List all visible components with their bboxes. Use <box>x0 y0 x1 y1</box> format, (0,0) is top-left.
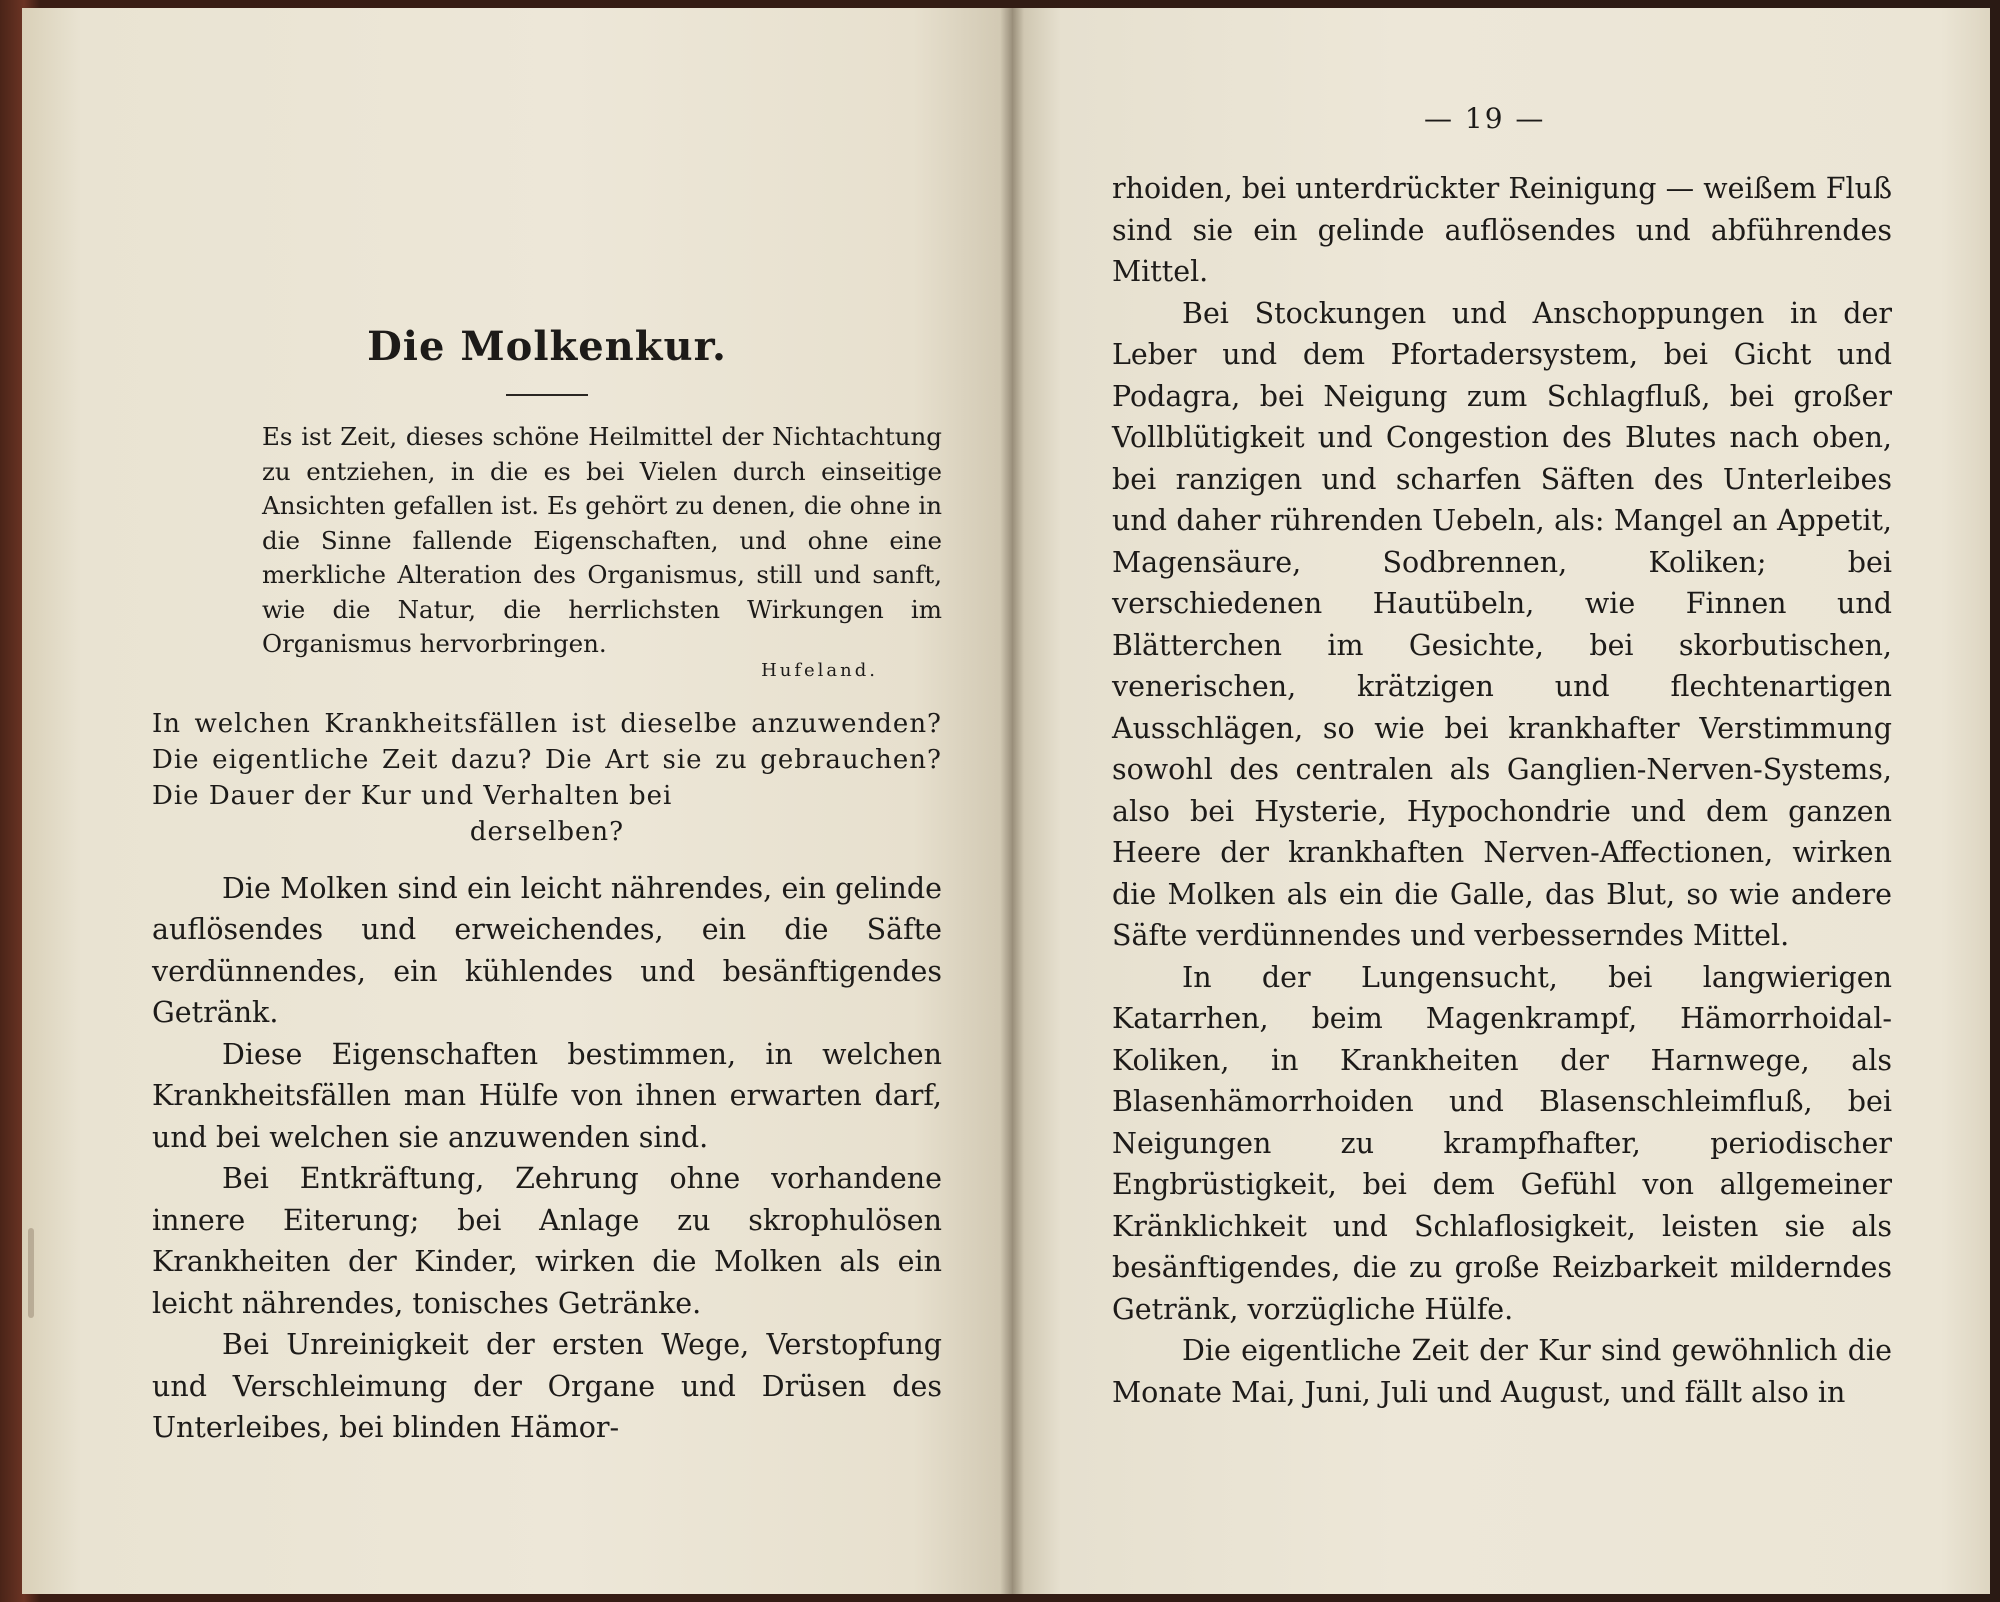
title-divider <box>506 394 588 396</box>
paragraph: Bei Entkräftung, Zehrung ohne vorhandene innere Eiterung; bei Anlage zu skrophulösen Krankheiten der Kinder, wirken die Molken als ein leicht nährendes, tonisches Getränke. <box>152 1162 942 1320</box>
page-number: — 19 — <box>1424 102 1546 135</box>
book-gutter <box>1000 8 1024 1594</box>
chapter-questions-end: derselben? <box>469 816 625 847</box>
left-page-column <box>152 323 942 1449</box>
right-page <box>1012 8 1990 1594</box>
left-page <box>22 8 1012 1594</box>
paragraph: Diese Eigenschaften bestimmen, in welchen Krankheitsfällen man Hülfe von ihnen erwarten darf, und bei welchen sie anzuwenden sind. <box>152 1037 942 1154</box>
chapter-title: Die Molkenkur. <box>367 323 727 370</box>
paragraph: Die eigentliche Zeit der Kur sind gewöhnlich die Monate Mai, Juni, Juli und August, und fällt also in <box>1112 1334 1892 1409</box>
paragraph: Bei Stockungen und Anschoppungen in der Leber und dem Pfortadersystem, bei Gicht und Podagra, bei Neigung zum Schlagfluß, bei großer Vollblütigkeit und Congestion des Blutes nach oben, bei ranzigen und scharfen Säften des Unterleibes und daher rührenden Uebeln, als: Mangel an Appetit, Magensäure, Sodbrennen, Koliken; bei verschiedenen Hautübeln, wie Finnen und Blätterchen im Gesichte, bei skorbutischen, venerischen, krätzigen und flechtenartigen Ausschlägen, so wie bei krankhafter Verstimmung sowohl des centralen als Ganglien-Nerven-Systems, also bei Hysterie, Hypochondrie und dem ganzen Heere der krankhaften Nerven-Affectionen, wirken die Molken als ein die Galle, das Blut, so wie andere Säfte verdünnendes und verbesserndes Mittel. <box>1112 296 1892 952</box>
chapter-questions: In welchen Krankheitsfällen ist dieselbe anzuwenden? Die eigentliche Zeit dazu? Die Art sie zu gebrauchen? Die Dauer der Kur und Verhalten bei <box>152 708 942 811</box>
epigraph-author: Hufeland. <box>761 659 878 681</box>
paragraph: In der Lungensucht, bei langwierigen Katarrhen, beim Magenkrampf, Hämorrhoidal-Koliken, in Krankheiten der Harnwege, als Blasenhämorrhoiden und Blasenschleimfluß, bei Neigungen zu krampfhafter, periodischer Engbrüstigkeit, bei dem Gefühl von allgemeiner Kränklichkeit und Schlaflosigkeit, leisten sie als besänftigendes, die zu große Reizbarkeit milderndes Getränk, vorzügliche Hülfe. <box>1112 960 1892 1326</box>
paragraph: Bei Unreinigkeit der ersten Wege, Verstopfung und Verschleimung der Organe und Drüsen des Unterleibes, bei blinden Hämor- <box>152 1328 942 1444</box>
paragraph: Die Molken sind ein leicht nährendes, ein gelinde auflösendes und erweichendes, ein die Säfte verdünnendes, ein kühlendes und besänftigendes Getränk. <box>152 871 942 1029</box>
page-edge-mark <box>28 1228 34 1318</box>
right-page-column <box>1112 168 1892 1413</box>
paragraph: rhoiden, bei unterdrückter Reinigung — weißem Fluß sind sie ein gelinde auflösendes und abführendes Mittel. <box>1112 172 1892 288</box>
epigraph-quote: Es ist Zeit, dieses schöne Heilmittel der Nichtachtung zu entziehen, in die es bei Vielen durch einseitige Ansichten gefallen ist. Es gehört zu denen, die ohne in die Sinne fallende Eigenschaften, und ohne eine merkliche Alteration des Organismus, still und sanft, wie die Natur, die herrlichsten Wirkungen im Organismus hervorbringen. <box>262 422 942 658</box>
